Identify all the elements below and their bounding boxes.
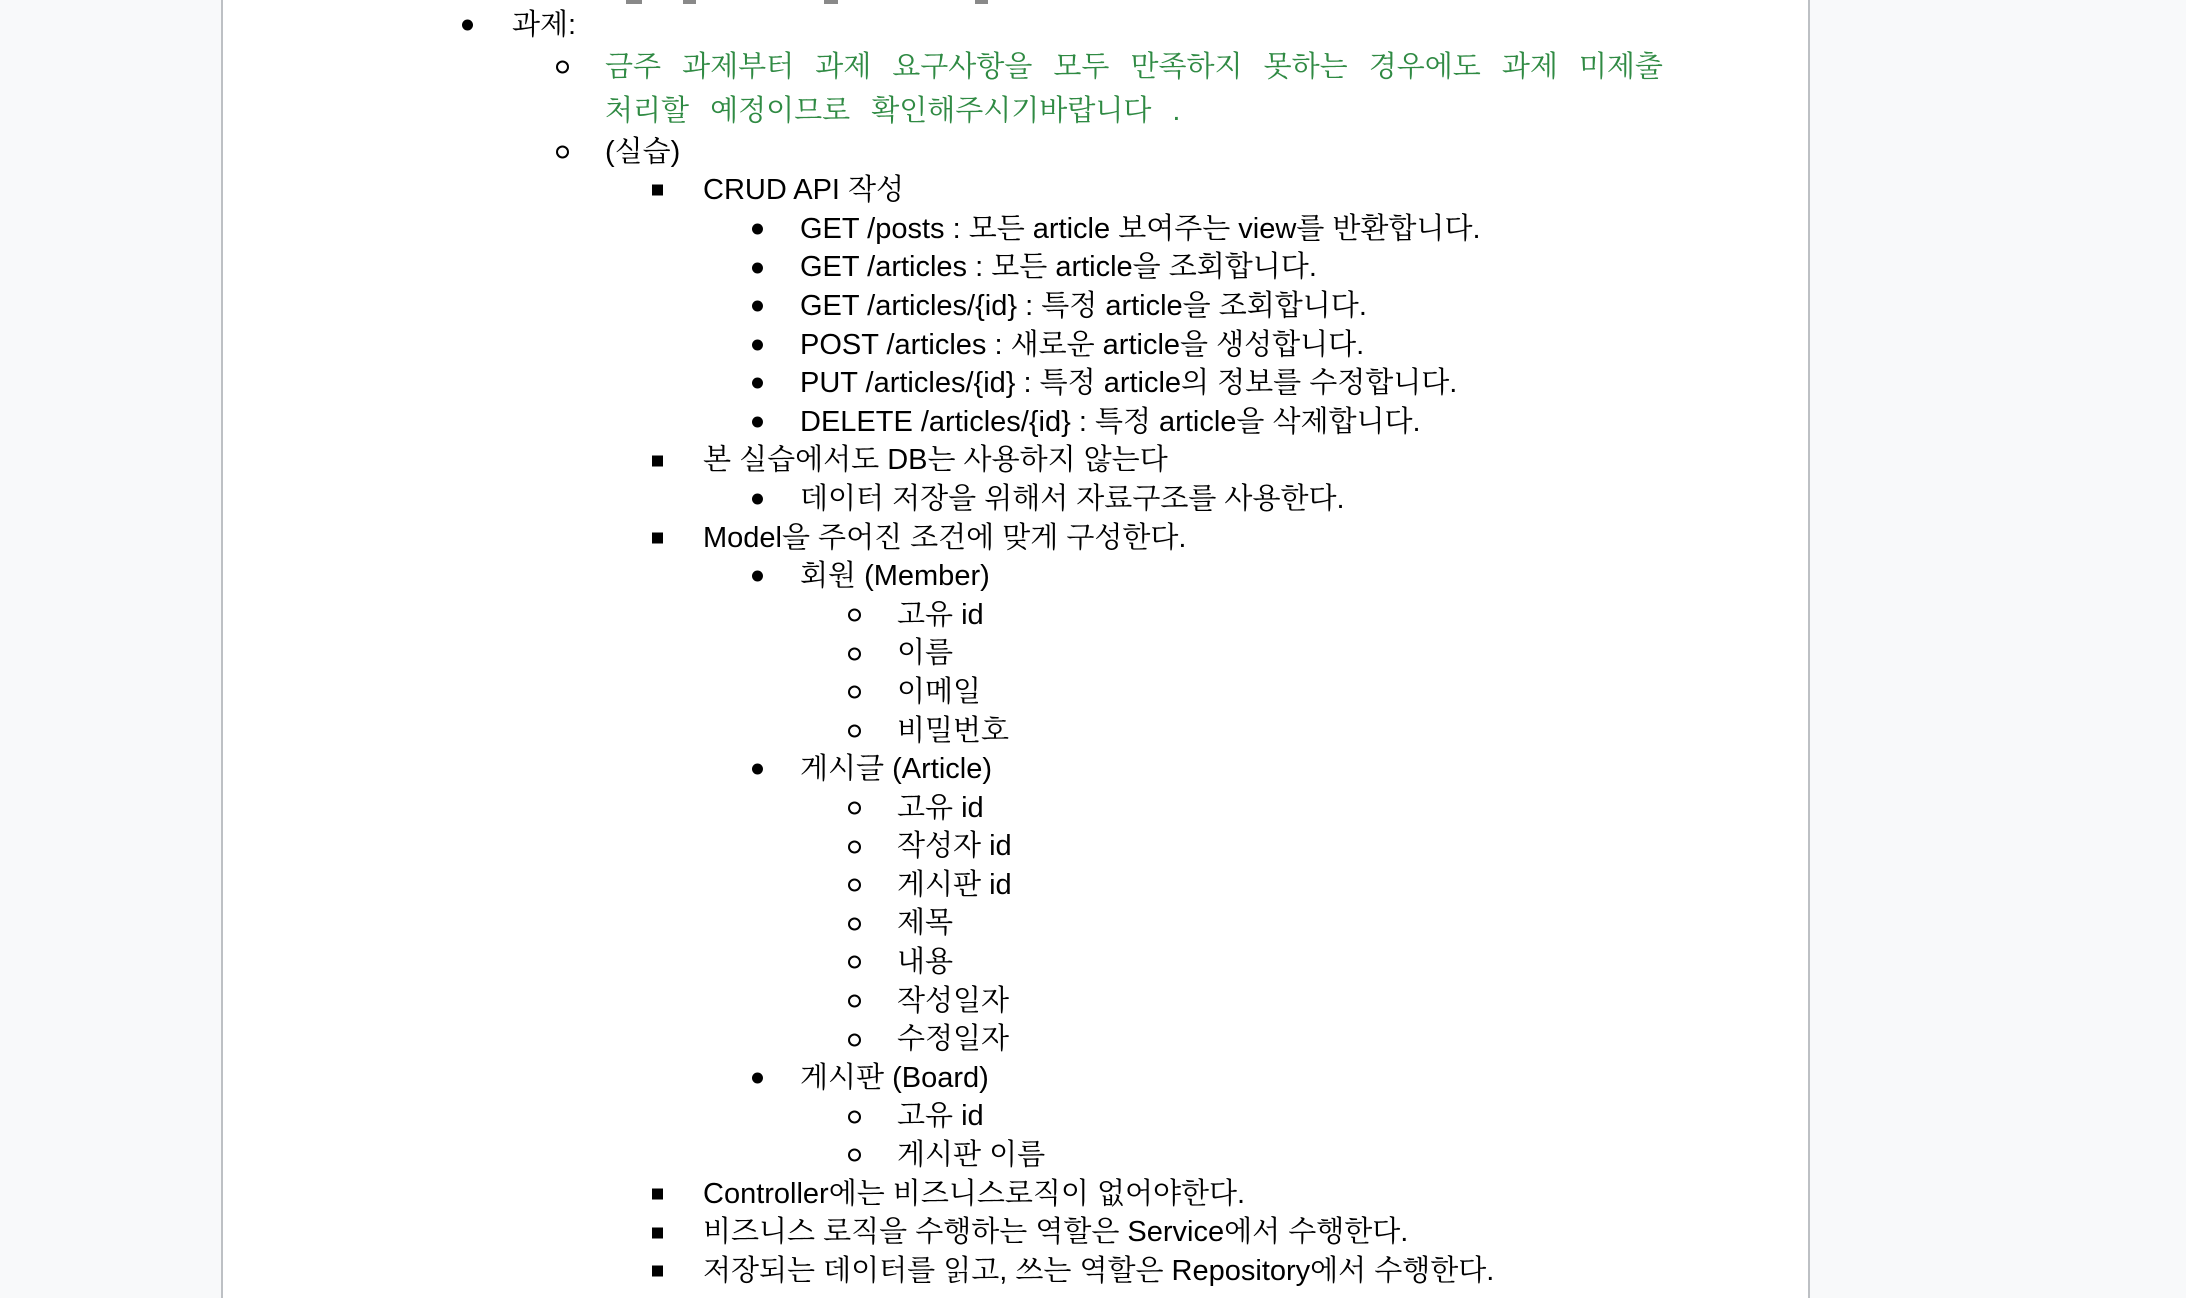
disc-bullet-icon [752, 417, 763, 428]
list-item [223, 1252, 1808, 1291]
list-item-text: 비밀번호 [897, 714, 1010, 747]
list-item [223, 441, 1808, 480]
list-item-text: 게시판 id [897, 868, 1012, 901]
list-item-text: 데이터 저장을 위해서 자료구조를 사용한다. [800, 482, 1345, 515]
list-item [223, 403, 1808, 442]
circle-bullet-icon [556, 145, 569, 158]
disc-bullet-icon [752, 301, 763, 312]
square-bullet-icon [652, 1227, 663, 1238]
document-page [221, 0, 1810, 1298]
list-item [223, 364, 1808, 403]
list-item [223, 982, 1808, 1021]
list-item [223, 827, 1808, 866]
disc-bullet-icon [752, 378, 763, 389]
disc-bullet-icon [752, 262, 763, 273]
list-item [223, 866, 1808, 905]
list-item [223, 210, 1808, 249]
list-item-text: 과제: [512, 9, 577, 41]
list-item [223, 750, 1808, 789]
list-item-text: 내용 [897, 946, 954, 979]
list-item-text: Controller에는 비즈니스로직이 없어야한다. [703, 1177, 1246, 1210]
circle-bullet-icon [848, 801, 861, 814]
list-item-text: PUT /articles/{id} : 특정 article의 정보를 수정합니다. [800, 367, 1458, 400]
list-item [223, 89, 1808, 133]
list-item [223, 248, 1808, 287]
list-item [223, 634, 1808, 673]
list-item-text: Model을 주어진 조건에 맞게 구성한다. [703, 521, 1187, 554]
list-item-text: 저장되는 데이터를 읽고, 쓰는 역할은 Repository에서 수행한다. [703, 1254, 1495, 1287]
list-item-text: CRUD API 작성 [703, 174, 905, 207]
list-item [223, 480, 1808, 519]
list-item-text: POST /articles : 새로운 article을 생성합니다. [800, 328, 1365, 361]
list-item-text: 제목 [897, 907, 954, 940]
list-item-text: 회원 (Member) [800, 560, 990, 593]
list-item-text: 이메일 [897, 675, 982, 708]
square-bullet-icon [652, 1266, 663, 1277]
list-item [223, 673, 1808, 712]
list-item [223, 1097, 1808, 1136]
list-item [223, 6, 1808, 45]
list-item [223, 519, 1808, 558]
list-item [223, 1020, 1808, 1059]
list-item [223, 287, 1808, 326]
square-bullet-icon [652, 455, 663, 466]
circle-bullet-icon [848, 1110, 861, 1123]
circle-bullet-icon [848, 994, 861, 1007]
list-item-text: 게시판 이름 [897, 1139, 1046, 1172]
disc-bullet-icon [752, 339, 763, 350]
list-item [223, 1213, 1808, 1252]
circle-bullet-icon [848, 840, 861, 853]
list-item-text: 작성일자 [897, 984, 1010, 1017]
list-item-text: GET /posts : 모든 article 보여주는 view를 반환합니다. [800, 212, 1481, 245]
disc-bullet-icon [462, 20, 473, 31]
circle-bullet-icon [848, 956, 861, 969]
list-item-text: 처리할 예정이므로 확인해주시기바랍니다 . [605, 94, 1181, 127]
square-bullet-icon [652, 1188, 663, 1199]
disc-bullet-icon [752, 494, 763, 505]
list-item-text: GET /articles/{id} : 특정 article을 조회합니다. [800, 289, 1367, 322]
list-item-text: 비즈니스 로직을 수행하는 역할은 Service에서 수행한다. [703, 1216, 1409, 1249]
square-bullet-icon [652, 532, 663, 543]
circle-bullet-icon [848, 686, 861, 699]
list-item [223, 171, 1808, 210]
circle-bullet-icon [556, 60, 569, 73]
square-bullet-icon [652, 185, 663, 196]
list-item [223, 45, 1808, 89]
list-item-text: (실습) [605, 135, 681, 168]
circle-bullet-icon [848, 1149, 861, 1162]
list-item [223, 1136, 1808, 1175]
disc-bullet-icon [752, 224, 763, 235]
list-item [223, 1175, 1808, 1214]
list-item-text: 고유 id [897, 1100, 984, 1133]
list-item-text: 금주 과제부터 과제 요구사항을 모두 만족하지 못하는 경우에도 과제 미제출 [605, 50, 1663, 83]
list-item-text: 작성자 id [897, 830, 1012, 863]
list-item [223, 943, 1808, 982]
list-item-text: DELETE /articles/{id} : 특정 article을 삭제합니다. [800, 405, 1421, 438]
list-item-text: 수정일자 [897, 1023, 1010, 1056]
list-item [223, 133, 1808, 172]
list-item [223, 326, 1808, 365]
circle-bullet-icon [848, 1033, 861, 1046]
list-item [223, 712, 1808, 751]
list-item-text: 게시판 (Board) [800, 1061, 989, 1094]
disc-bullet-icon [752, 764, 763, 775]
disc-bullet-icon [752, 1073, 763, 1084]
list-item [223, 596, 1808, 635]
list-item [223, 1059, 1808, 1098]
circle-bullet-icon [848, 917, 861, 930]
circle-bullet-icon [848, 647, 861, 660]
list-item-text: 본 실습에서도 DB는 사용하지 않는다 [703, 444, 1168, 477]
list-item-text: 고유 id [897, 791, 984, 824]
circle-bullet-icon [848, 724, 861, 737]
list-item [223, 789, 1808, 828]
list-item [223, 557, 1808, 596]
list-item-text: 게시글 (Article) [800, 753, 992, 786]
list-item [223, 904, 1808, 943]
list-item-text: 이름 [897, 637, 954, 670]
circle-bullet-icon [848, 879, 861, 892]
circle-bullet-icon [848, 609, 861, 622]
list-item-text: 고유 id [897, 598, 984, 631]
document-body [223, 0, 1808, 1298]
list-item-text: GET /articles : 모든 article을 조회합니다. [800, 251, 1317, 284]
disc-bullet-icon [752, 571, 763, 582]
